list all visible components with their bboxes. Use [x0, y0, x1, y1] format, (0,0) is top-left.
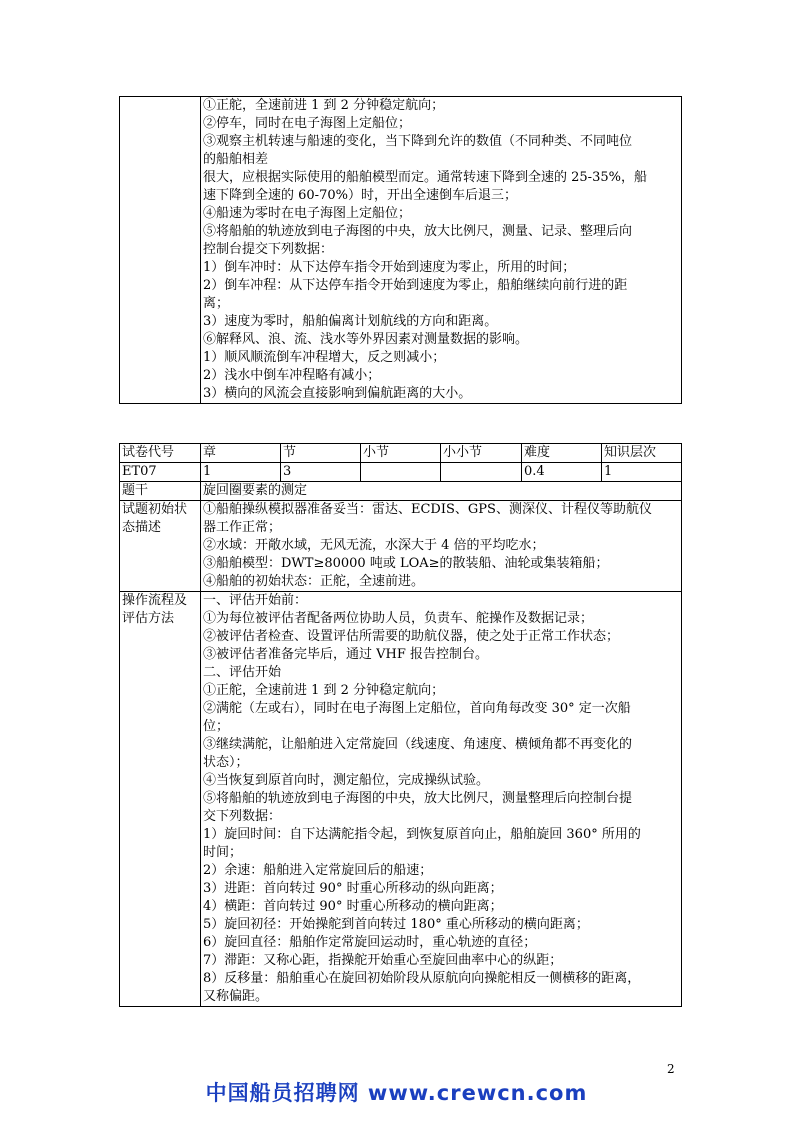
procedure-line: 8）反移量：船舶重心在旋回初始阶段从原航向向操舵相反一侧横移的距离， — [203, 971, 641, 986]
procedure-line: ①正舵，全速前进 1 到 2 分钟稳定航向； — [203, 98, 445, 113]
value-cell-paper-code: ET07 — [120, 463, 201, 482]
procedure-line: 1）顺风顺流倒车冲程增大，反之则减小； — [203, 350, 446, 365]
procedure-line: 很大，应根据实际使用的船舶模型而定。通常转速下降到全速的 25-35%，船 — [203, 170, 647, 185]
header-cell-difficulty: 难度 — [522, 444, 602, 463]
procedure-line: ①为每位被评估者配备两位协助人员，负责车、舵操作及数据记录； — [203, 611, 594, 626]
procedure-line: ②停车，同时在电子海图上定船位； — [203, 116, 412, 131]
value-cell-difficulty: 0.4 — [522, 463, 602, 482]
procedure-line: 7）滞距：又称心距，指操舵开始重心至旋回曲率中心的纵距； — [203, 953, 563, 968]
header-cell-section: 节 — [281, 444, 361, 463]
initial-state-line: ③船舶模型：DWT≥80000 吨或 LOA≥的散装船、油轮或集装箱船； — [203, 556, 609, 571]
procedure-line: 控制台提交下列数据： — [203, 242, 334, 257]
procedure-content — [201, 592, 682, 1007]
continuation-left-cell — [120, 97, 201, 404]
header-cell-subsection: 小节 — [361, 444, 441, 463]
value-cell-subsection — [361, 463, 441, 482]
procedure-label: 操作流程及评估方法 — [120, 592, 201, 1007]
continuation-procedure-cell — [201, 97, 682, 404]
procedure-line: 二、评估开始 — [203, 665, 282, 680]
procedure-line: 离； — [203, 296, 230, 311]
footer-watermark: 中国船员招聘网 www.crewcn.com — [205, 1081, 588, 1105]
procedure-line: 2）余速：船舶进入定常旋回后的船速； — [203, 863, 433, 878]
procedure-line: ②被评估者检查、设置评估所需要的助航仪器，使之处于正常工作状态； — [203, 629, 620, 644]
initial-state-content — [201, 501, 682, 592]
initial-state-line: ④船舶的初始状态：正舵，全速前进。 — [203, 574, 425, 589]
initial-state-label: 试题初始状态描述 — [120, 501, 201, 592]
procedure-line: 5）旋回初径：开始操舵到首向转过 180° 重心所移动的横向距离； — [203, 917, 589, 932]
procedure-line: ③被评估者准备完毕后，通过 VHF 报告控制台。 — [203, 647, 489, 662]
value-cell-chapter: 1 — [201, 463, 281, 482]
topic-value: 旋回圈要素的测定 — [201, 482, 682, 501]
procedure-line: ④当恢复到原首向时，测定船位，完成操纵试验。 — [203, 773, 490, 788]
topic-row — [120, 482, 682, 501]
procedure-line: ③观察主机转速与船速的变化，当下降到允许的数值（不同种类、不同吨位 — [203, 134, 633, 149]
procedure-line: 2）浅水中倒车冲程略有减小； — [203, 368, 381, 383]
procedure-line: ⑥解释风、浪、流、浅水等外界因素对测量数据的影响。 — [203, 332, 529, 347]
initial-state-row — [120, 501, 682, 592]
procedure-line: 6）旋回直径：船舶作定常旋回运动时，重心轨迹的直径； — [203, 935, 537, 950]
value-cell-subsubsection — [441, 463, 522, 482]
procedure-line: ③继续满舵，让船舶进入定常旋回（线速度、角速度、横倾角都不再变化的 — [203, 737, 633, 752]
question-table — [119, 443, 682, 1007]
value-row — [120, 463, 682, 482]
page-number: 2 — [667, 1062, 675, 1076]
value-cell-knowledge-level: 1 — [602, 463, 682, 482]
procedure-line: 1）旋回时间：自下达满舵指令起，到恢复原首向止，船舶旋回 360° 所用的 — [203, 827, 641, 842]
initial-state-line: 器工作正常； — [203, 520, 282, 535]
procedure-line: 又称偏距。 — [203, 989, 269, 1004]
header-cell-paper-code: 试卷代号 — [120, 444, 201, 463]
procedure-line: 速下降到全速的 60-70%）时，开出全速倒车后退三； — [203, 188, 517, 203]
value-cell-section: 3 — [281, 463, 361, 482]
procedure-line: 的船舶相差 — [203, 152, 269, 167]
procedure-line: 一、评估开始前： — [203, 593, 308, 608]
procedure-line: 3）速度为零时，船舶偏离计划航线的方向和距离。 — [203, 314, 498, 329]
procedure-line: 1）倒车冲时：从下达停车指令开始到速度为零止，所用的时间； — [203, 260, 576, 275]
procedure-line: ④船速为零时在电子海图上定船位； — [203, 206, 412, 221]
topic-label: 题干 — [120, 482, 201, 501]
header-cell-subsubsection: 小小节 — [441, 444, 522, 463]
procedure-line: 时间； — [203, 845, 243, 860]
procedure-line: 状态）； — [203, 755, 249, 770]
procedure-line: ⑤将船舶的轨迹放到电子海图的中央，放大比例尺，测量整理后向控制台提 — [203, 791, 633, 806]
header-cell-chapter: 章 — [201, 444, 281, 463]
procedure-line: ①正舵，全速前进 1 到 2 分钟稳定航向； — [203, 683, 445, 698]
procedure-line: 交下列数据： — [203, 809, 282, 824]
procedure-line: ⑤将船舶的轨迹放到电子海图的中央，放大比例尺，测量、记录、整理后向 — [203, 224, 633, 239]
procedure-line: 3）进距：首向转过 90° 时重心所移动的纵向距离； — [203, 881, 503, 896]
procedure-line: ②满舵（左或右），同时在电子海图上定船位，首向角每改变 30° 定一次船 — [203, 701, 631, 716]
header-row — [120, 444, 682, 463]
initial-state-line: ②水域：开敞水域，无风无流，水深大于 4 倍的平均吃水； — [203, 538, 545, 553]
initial-state-line: ①船舶操纵模拟器准备妥当：雷达、ECDIS、GPS、测深仪、计程仪等助航仪 — [203, 502, 652, 517]
procedure-line: 位； — [203, 719, 230, 734]
header-cell-knowledge-level: 知识层次 — [602, 444, 682, 463]
procedure-line: 2）倒车冲程：从下达停车指令开始到速度为零止，船舶继续向前行进的距 — [203, 278, 628, 293]
procedure-line: 4）横距：首向转过 90° 时重心所移动的横向距离； — [203, 899, 503, 914]
continuation-table — [119, 96, 682, 404]
procedure-line: 3）横向的风流会直接影响到偏航距离的大小。 — [203, 386, 472, 401]
procedure-row — [120, 592, 682, 1007]
